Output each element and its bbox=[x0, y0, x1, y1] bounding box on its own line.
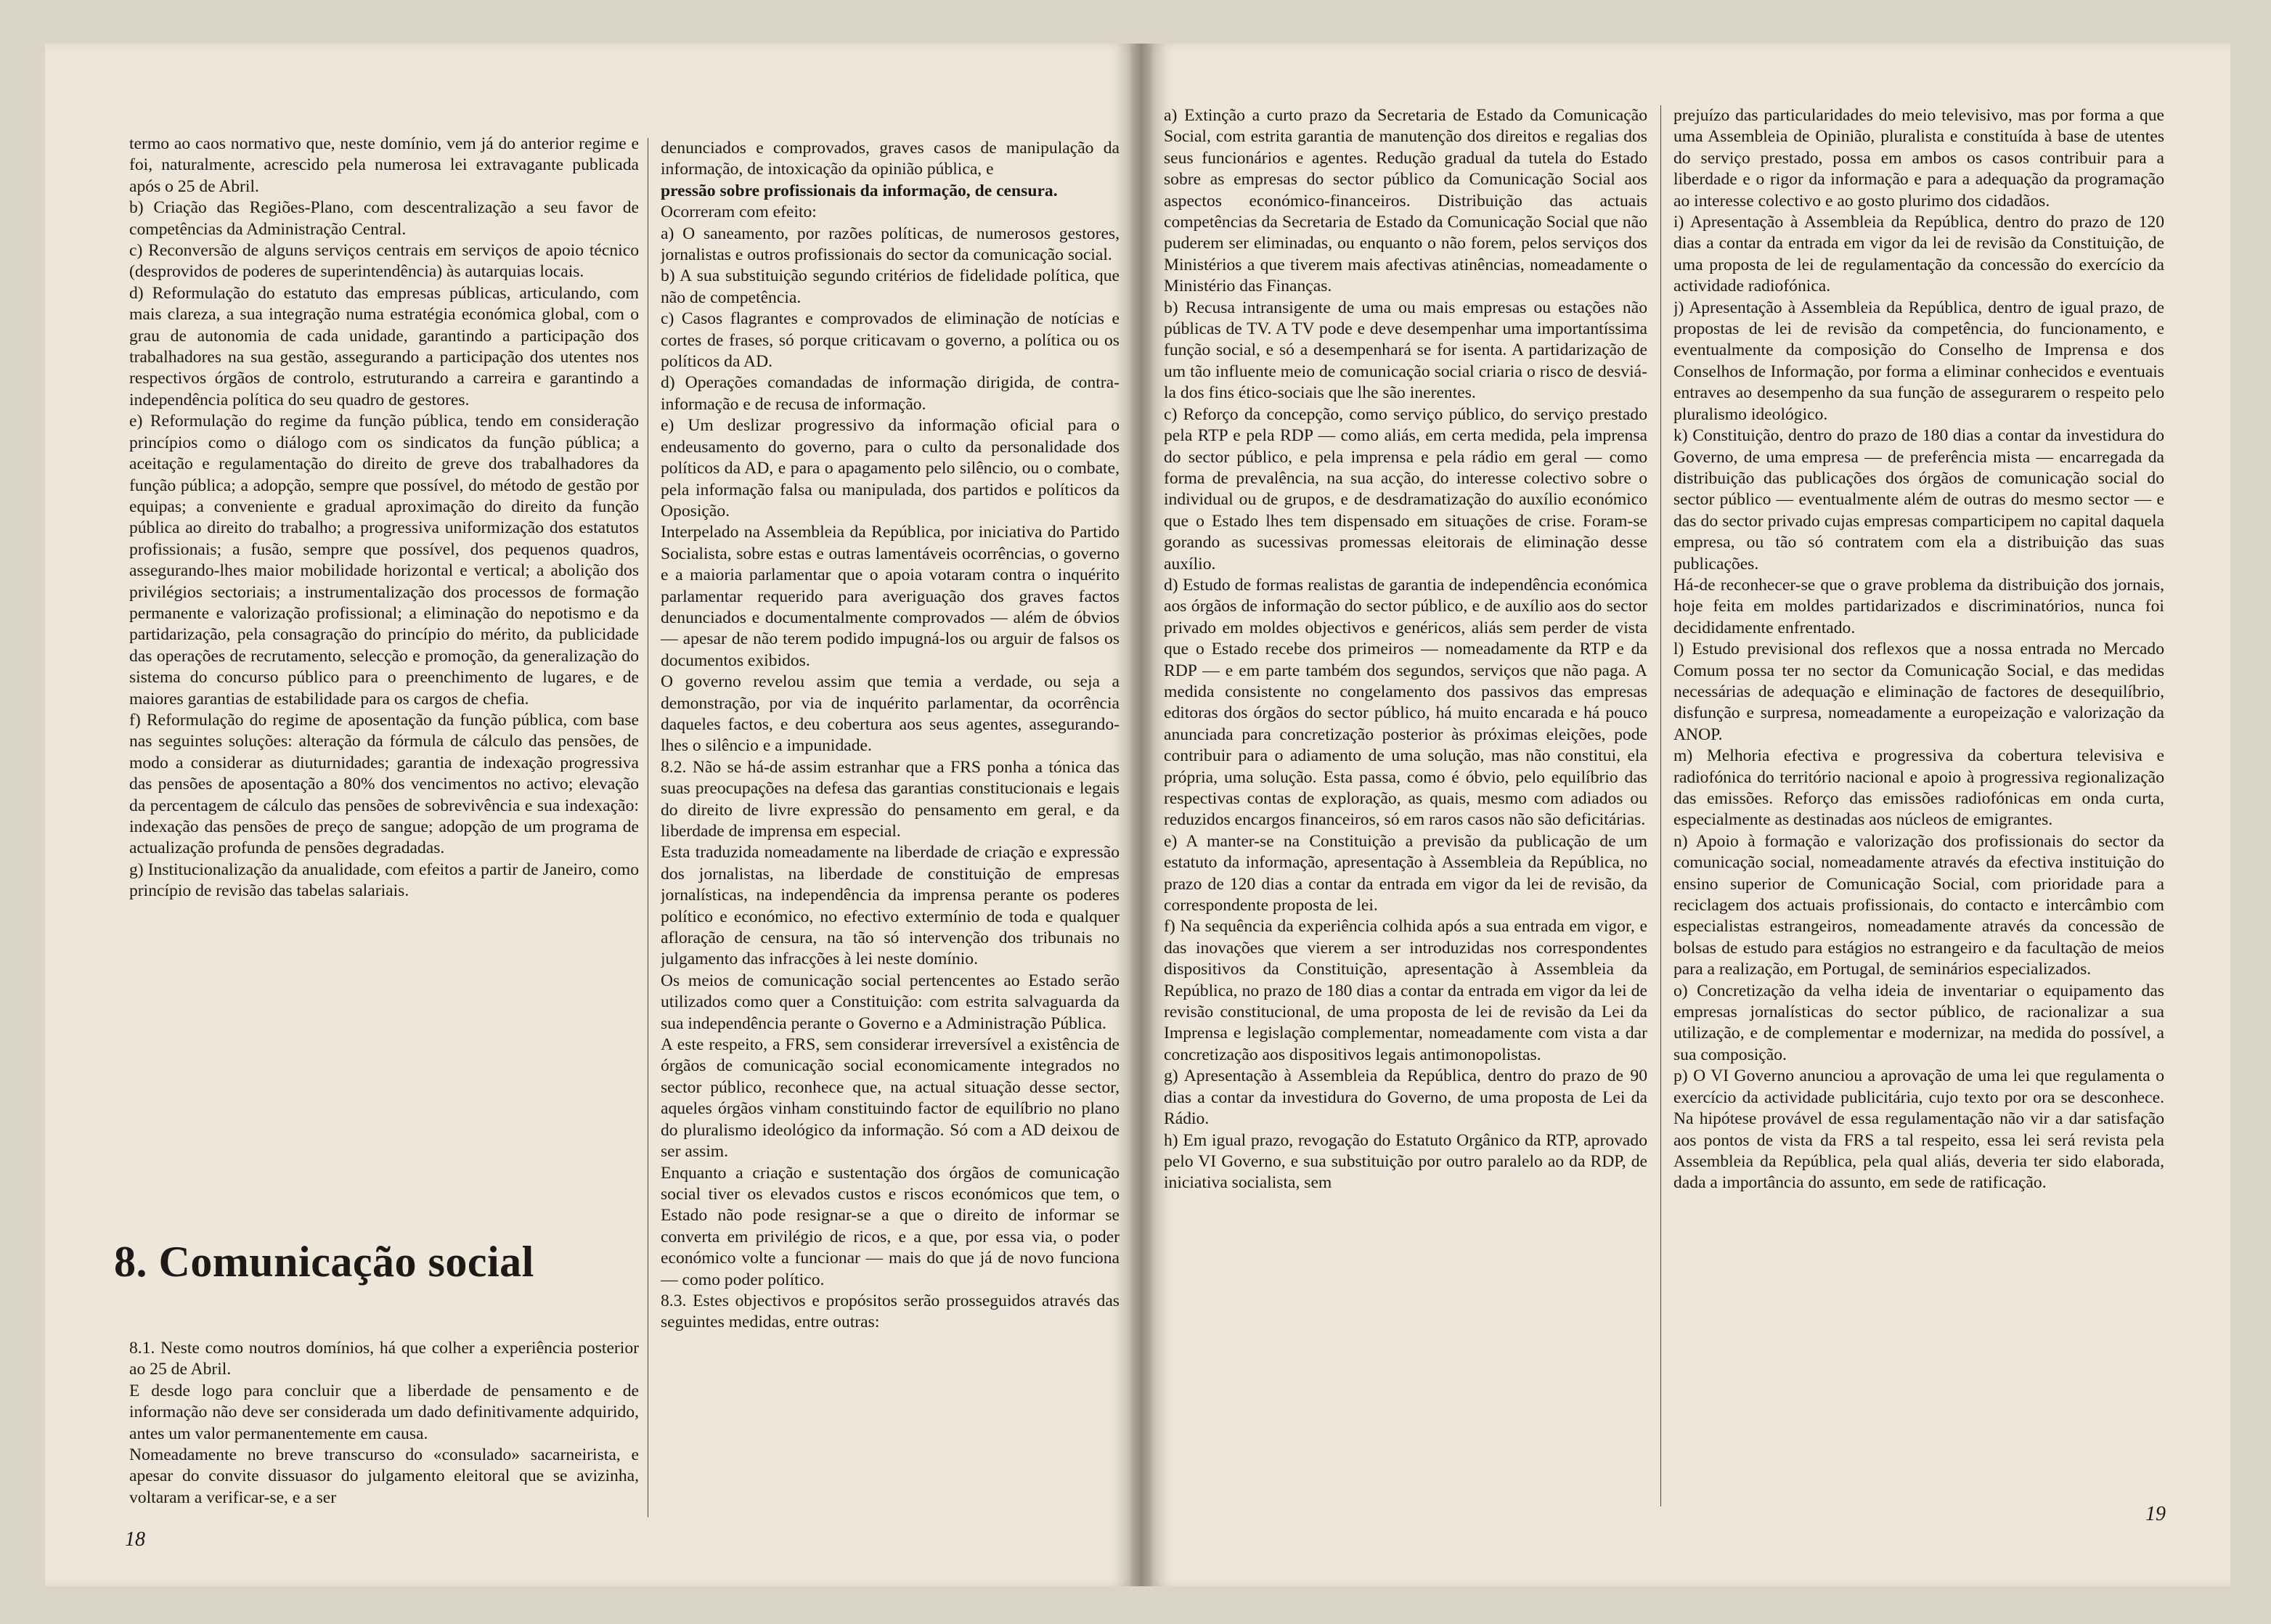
paragraph: Os meios de comunicação social pertencentes ao Estado serão utilizados como quer a Constituição: com estrita salvaguarda da sua independência perante o Governo e a Administração Pública. bbox=[661, 971, 1120, 1033]
book-spread bbox=[45, 44, 2230, 1586]
paragraph: prejuízo das particularidades do meio televisivo, mas por forma a que uma Assembleia de Opinião, pluralista e constituída à base de utentes do serviço prestado, possa em ambos os casos contribuir para a liberdade e o rigor da informação e para a adequação da programação ao interesse colectivo e ao gosto plurimo dos cidadãos. bbox=[1673, 106, 2164, 211]
paragraph: a) Extinção a curto prazo da Secretaria de Estado da Comunicação Social, com estrita garantia de manutenção dos direitos e regalias dos seus funcionários e agentes. Redução gradual da tutela do Estado sobre as empresas do sector público da Comunicação Social aos aspectos económico-financeiros. Distribuição das actuais competências da Secretaria de Estado da Comunicação Social que não puderem ser eliminadas, ou enquanto o não forem, pelos serviços dos Ministérios a que tiverem mais afectivas atinências, nomeadamente o Ministério das Finanças. bbox=[1164, 106, 1647, 296]
paragraph: O governo revelou assim que temia a verdade, ou seja a demonstração, por via de inquérito parlamentar, da ocorrência daqueles factos, e deu cobertura aos seus agentes, assegurando-lhes o silêncio e a impunidade. bbox=[661, 672, 1120, 756]
paragraph: g) Institucionalização da anualidade, com efeitos a partir de Janeiro, como princípio de revisão das tabelas salariais. bbox=[129, 860, 639, 901]
right-column-2 bbox=[1673, 105, 2164, 1506]
paragraph: Interpelado na Assembleia da República, por iniciativa do Partido Socialista, sobre estas e outras lamentáveis ocorrências, o governo e a maioria parlamentar que o apoia votaram contra o inquérito parlamentar requerido para averiguação dos graves factos denunciados e documentalmente comprovados — além de óbvios — apesar de não terem podido impugná-los ou arguir de falsos os documentos exibidos. bbox=[661, 523, 1120, 670]
paragraph: g) Apresentação à Assembleia da República, dentro do prazo de 90 dias a contar da investidura do Governo, de uma proposta de Lei da Rádio. bbox=[1164, 1066, 1647, 1129]
page-number-left: 18 bbox=[125, 1528, 145, 1551]
paragraph: d) Operações comandadas de informação dirigida, de contra-informação e de recusa de informação. bbox=[661, 373, 1120, 414]
paragraph: m) Melhoria efectiva e progressiva da cobertura televisiva e radiofónica do território nacional e apoio à progressiva regionalização das emissões. Reforço das emissões radiofónicas em onda curta, especialmente as destinadas aos núcleos de emigrantes. bbox=[1673, 746, 2164, 830]
paragraph: 8.2. Não se há-de assim estranhar que a FRS ponha a tónica das suas preocupações na defesa das garantias constitucionais e legais do direito de livre expressão do pensamento em geral, e da liberdade de imprensa em especial. bbox=[661, 757, 1120, 841]
paragraph: j) Apresentação à Assembleia da República, dentro de igual prazo, de propostas de lei de revisão da competência, do funcionamento, e eventualmente da composição do Conselho de Imprensa e dos Conselhos de Informação, por forma a eliminar conhecidos e eventuais entraves ao desempenho da sua função de assegurarem o respeito pelo pluralismo ideológico. bbox=[1673, 298, 2164, 424]
paragraph: c) Reconversão de alguns serviços centrais em serviços de apoio técnico (desprovidos de poderes de superintendência) às autarquias locais. bbox=[129, 241, 639, 282]
left-column-1-top bbox=[129, 134, 639, 1197]
paragraph: e) Reformulação do regime da função pública, tendo em consideração princípios como o diálogo com os sindicatos da função pública; a aceitação e regulamentação do direito de greve dos trabalhadores da função pública; a adopção, sempre que possível, do método de gestão por equipas; a conveniente e gradual aproximação do direito da função pública ao direito do trabalho; a progressiva uniformização dos estatutos profissionais; a fusão, sempre que possível, dos pequenos quadros, assegurando-lhes maior mobilidade horizontal e vertical; a abolição dos privilégios sectoriais; a instrumentalização dos processos de formação permanente e valorização profissional; a eliminação do nepotismo e da partidarização, pela consagração do princípio do mérito, da publicidade das operações de recrutamento, selecção e promoção, da generalização do sistema do concurso público para o preenchimento de lugares, e de maiores garantias de estabilidade para os cargos de chefia. bbox=[129, 412, 639, 709]
paragraph: pressão sobre profissionais da informação, de censura. bbox=[661, 181, 1058, 200]
left-column-2 bbox=[661, 138, 1120, 1525]
paragraph: A este respeito, a FRS, sem considerar irreversível a existência de órgãos de comunicação social economicamente integrados no sector público, reconhece que, na actual situação desse sector, aqueles órgãos vinham constituindo factor de equilíbrio no plano do pluralismo ideológico da informação. Só com a AD deixou de ser assim. bbox=[661, 1035, 1120, 1162]
paragraph: k) Constituição, dentro do prazo de 180 dias a contar da investidura do Governo, de uma empresa — de preferência mista — encarregada da distribuição das publicações dos órgãos de comunicação social do sector público — eventualmente além de outras do mesmo sector — e das do sector privado cujas empresas comparticipem no capital daquela empresa, ou tão só contratem com ela a distribuição das suas publicações. bbox=[1673, 426, 2164, 574]
paragraph: f) Na sequência da experiência colhida após a sua entrada em vigor, e das inovações que vierem a ser introduzidas nos correspondentes dispositivos da Constituição, apresentação à Assembleia da República, no prazo de 180 dias a contar da entrada em vigor da lei de revisão constitucional, de uma proposta de lei de revisão da Lei da Imprensa e legislação complementar, nomeadamente com vista a dar concretização aos dispositivos legais antimonopolistas. bbox=[1164, 917, 1647, 1064]
paragraph: Há-de reconhecer-se que o grave problema da distribuição dos jornais, hoje feita em moldes partidarizados e discriminatórios, nunca foi decididamente enfrentado. bbox=[1673, 575, 2164, 637]
paragraph: e) A manter-se na Constituição a previsão da publicação de um estatuto da informação, apresentação à Assembleia da República, no prazo de 120 dias a contar da entrada em vigor da lei de revisão, da correspondente proposta de lei. bbox=[1164, 831, 1647, 915]
paragraph: 8.1. Neste como noutros domínios, há que colher a experiência posterior ao 25 de Abril. bbox=[129, 1339, 639, 1379]
paragraph: denunciados e comprovados, graves casos de manipulação da informação, de intoxicação da opinião pública, e bbox=[661, 139, 1120, 179]
paragraph: d) Estudo de formas realistas de garantia de independência económica aos órgãos de informação do sector público, e de auxílio aos do sector privado em moldes objectivos e genéricos, aliás sem perder de vista que o Estado recebe dos primeiros — nomeadamente da RTP e da RDP — e em parte também dos segundos, serviços que não paga. A medida consistente no congelamento dos passivos das empresas editoras dos órgãos do sector público, há muito encarada e há pouco anunciada para concretização posterior às próximas eleições, pode contribuir para o adiamento de uma solução, mas não constitui, ela própria, uma solução. Esta passa, como é óbvio, pelo equilíbrio das respectivas contas de exploração, as quais, mesmo com adiados ou reduzidos encargos financeiros, só em raros casos não são deficitárias. bbox=[1164, 575, 1647, 830]
paragraph: b) Recusa intransigente de uma ou mais empresas ou estações não públicas de TV. A TV pode e deve desempenhar uma importantíssima função social, e só a desempenhará se for isenta. A partidarização de um tão influente meio de comunicação social criaria o risco de desviá-la dos fins ético-sociais que lhe são inerentes. bbox=[1164, 298, 1647, 403]
paragraph: 8.3. Estes objectivos e propósitos serão prosseguidos através das seguintes medidas, entre outras: bbox=[661, 1291, 1120, 1332]
paragraph: Esta traduzida nomeadamente na liberdade de criação e expressão dos jornalistas, na liberdade de constituição de empresas jornalísticas, na independência da imprensa perante os poderes político e económico, no efectivo extermínio de toda e qualquer afloração de censura, na tão só intervenção dos tribunais no julgamento das infracções à lei neste domínio. bbox=[661, 843, 1120, 969]
paragraph: E desde logo para concluir que a liberdade de pensamento e de informação não deve ser considerada um dado definitivamente adquirido, antes um valor permanentemente em causa. bbox=[129, 1381, 639, 1443]
paragraph: b) A sua substituição segundo critérios de fidelidade política, que não de competência. bbox=[661, 266, 1120, 307]
paragraph: h) Em igual prazo, revogação do Estatuto Orgânico da RTP, aprovado pelo VI Governo, e sua substituição por outro paralelo ao da RDP, de iniciativa socialista, sem bbox=[1164, 1130, 1647, 1193]
paragraph: Enquanto a criação e sustentação dos órgãos de comunicação social tiver os elevados custos e riscos económicos que tem, o Estado não pode resignar-se a que o direito de informar se converta em privilégio de ricos, e a que, por essa via, o poder económico volte a funcionar — mais do que já de novo funciona — como poder político. bbox=[661, 1163, 1120, 1289]
paragraph: p) O VI Governo anunciou a aprovação de uma lei que regulamenta o exercício da actividade publicitária, cujo texto por ora se desconhece. Na hipótese provável de essa regulamentação não vir a dar satisfação aos pontos de vista da FRS a tal respeito, essa lei será revista pela Assembleia da República, pela qual aliás, deveria ter sido elaborada, dada a importância do assunto, em sede de ratificação. bbox=[1673, 1066, 2164, 1193]
paragraph: a) O saneamento, por razões políticas, de numerosos gestores, jornalistas e outros profissionais do sector da comunicação social. bbox=[661, 224, 1120, 265]
paragraph: Ocorreram com efeito: bbox=[661, 203, 817, 222]
paragraph: c) Casos flagrantes e comprovados de eliminação de notícias e cortes de frases, só porque criticavam o governo, a política ou os políticos da AD. bbox=[661, 309, 1120, 372]
paragraph: n) Apoio à formação e valorização dos profissionais do sector da comunicação social, nomeadamente através da efectiva instituição do ensino superior de Comunicação Social, com prioridade para a reciclagem dos actuais profissionais, do contacto e intercâmbio com especialistas estrangeiros, nomeadamente através da concessão de bolsas de estudo para estágios no estrangeiro e da facultação de meios para a realização, em Portugal, de seminários especializados. bbox=[1673, 831, 2164, 979]
section-heading: 8. Comunicação social bbox=[114, 1238, 534, 1286]
left-column-1-bottom bbox=[129, 1338, 639, 1527]
left-page bbox=[45, 44, 1130, 1586]
book-gutter bbox=[1130, 44, 1152, 1586]
paragraph: f) Reformulação do regime de aposentação da função pública, com base nas seguintes soluções: alteração da fórmula de cálculo das pensões, de modo a considerar as diuturnidades; garantia de indexação progressiva das pensões de aposentação a 80% dos vencimentos no activo; elevação da percentagem de cálculo das pensões de sobrevivência e sua indexação: indexação das pensões de preço de sangue; adopção de um programa de actualização profunda de pensões degradadas. bbox=[129, 710, 639, 858]
right-column-1 bbox=[1164, 105, 1647, 1506]
paragraph: l) Estudo previsional dos reflexos que a nossa entrada no Mercado Comum possa ter no sector da Comunicação Social, e das medidas necessárias de adequação e eliminação de factores de desequilíbrio, disfunção e surpresa, nomeadamente a europeização e valorização da ANOP. bbox=[1673, 640, 2164, 744]
paragraph: c) Reforço da concepção, como serviço público, do serviço prestado pela RTP e pela RDP — como aliás, em certa medida, pela imprensa do sector público, e pela imprensa e pela rádio em geral — como forma de prevalência, na sua acção, do interesse colectivo sobre o individual ou de grupos, e de desdramatização do auxílio económico que o Estado lhes tem dispensado em situações de crise. Foram-se gorando as sucessivas promessas eleitorais de eliminação desse auxílio. bbox=[1164, 404, 1647, 574]
page-number-right: 19 bbox=[2145, 1503, 2166, 1525]
paragraph: Nomeadamente no breve transcurso do «consulado» sacarneirista, e apesar do convite dissuasor do julgamento eleitoral que se avizinha, voltaram a verificar-se, e a ser bbox=[129, 1445, 639, 1507]
paragraph: o) Concretização da velha ideia de inventariar o equipamento das empresas jornalísticas do sector público, de racionalizar a sua utilização, e de complementar e modernizar, na medida do possível, a sua composição. bbox=[1673, 981, 2164, 1064]
column-divider bbox=[1660, 105, 1661, 1506]
paragraph: termo ao caos normativo que, neste domínio, vem já do anterior regime e foi, naturalmente, acrescido pela numerosa lei extravagante publicada após o 25 de Abril. bbox=[129, 134, 639, 196]
paragraph: d) Reformulação do estatuto das empresas públicas, articulando, com mais clareza, a sua integração numa estratégia económica global, com o grau de autonomia de cada unidade, garantindo a participação dos trabalhadores na sua gestão, assegurando a participação dos utentes nos respectivos órgãos de controlo, estruturando a carreira e garantindo a independência política do seu quadro de gestores. bbox=[129, 283, 639, 409]
paragraph: i) Apresentação à Assembleia da República, dentro do prazo de 120 dias a contar da entrada em vigor da lei de revisão da Constituição, de uma proposta de lei de regulamentação da concessão do exercício da actividade radiofónica. bbox=[1673, 213, 2164, 296]
paragraph: e) Um deslizar progressivo da informação oficial para o endeusamento do governo, para o culto da personalidade dos políticos da AD, e para o apagamento pelo silêncio, ou o combate, pela informação falsa ou manipulada, dos partidos e políticos da Oposição. bbox=[661, 416, 1120, 521]
right-page bbox=[1152, 44, 2230, 1586]
paragraph: b) Criação das Regiões-Plano, com descentralização a seu favor de competências da Administração Central. bbox=[129, 198, 639, 239]
